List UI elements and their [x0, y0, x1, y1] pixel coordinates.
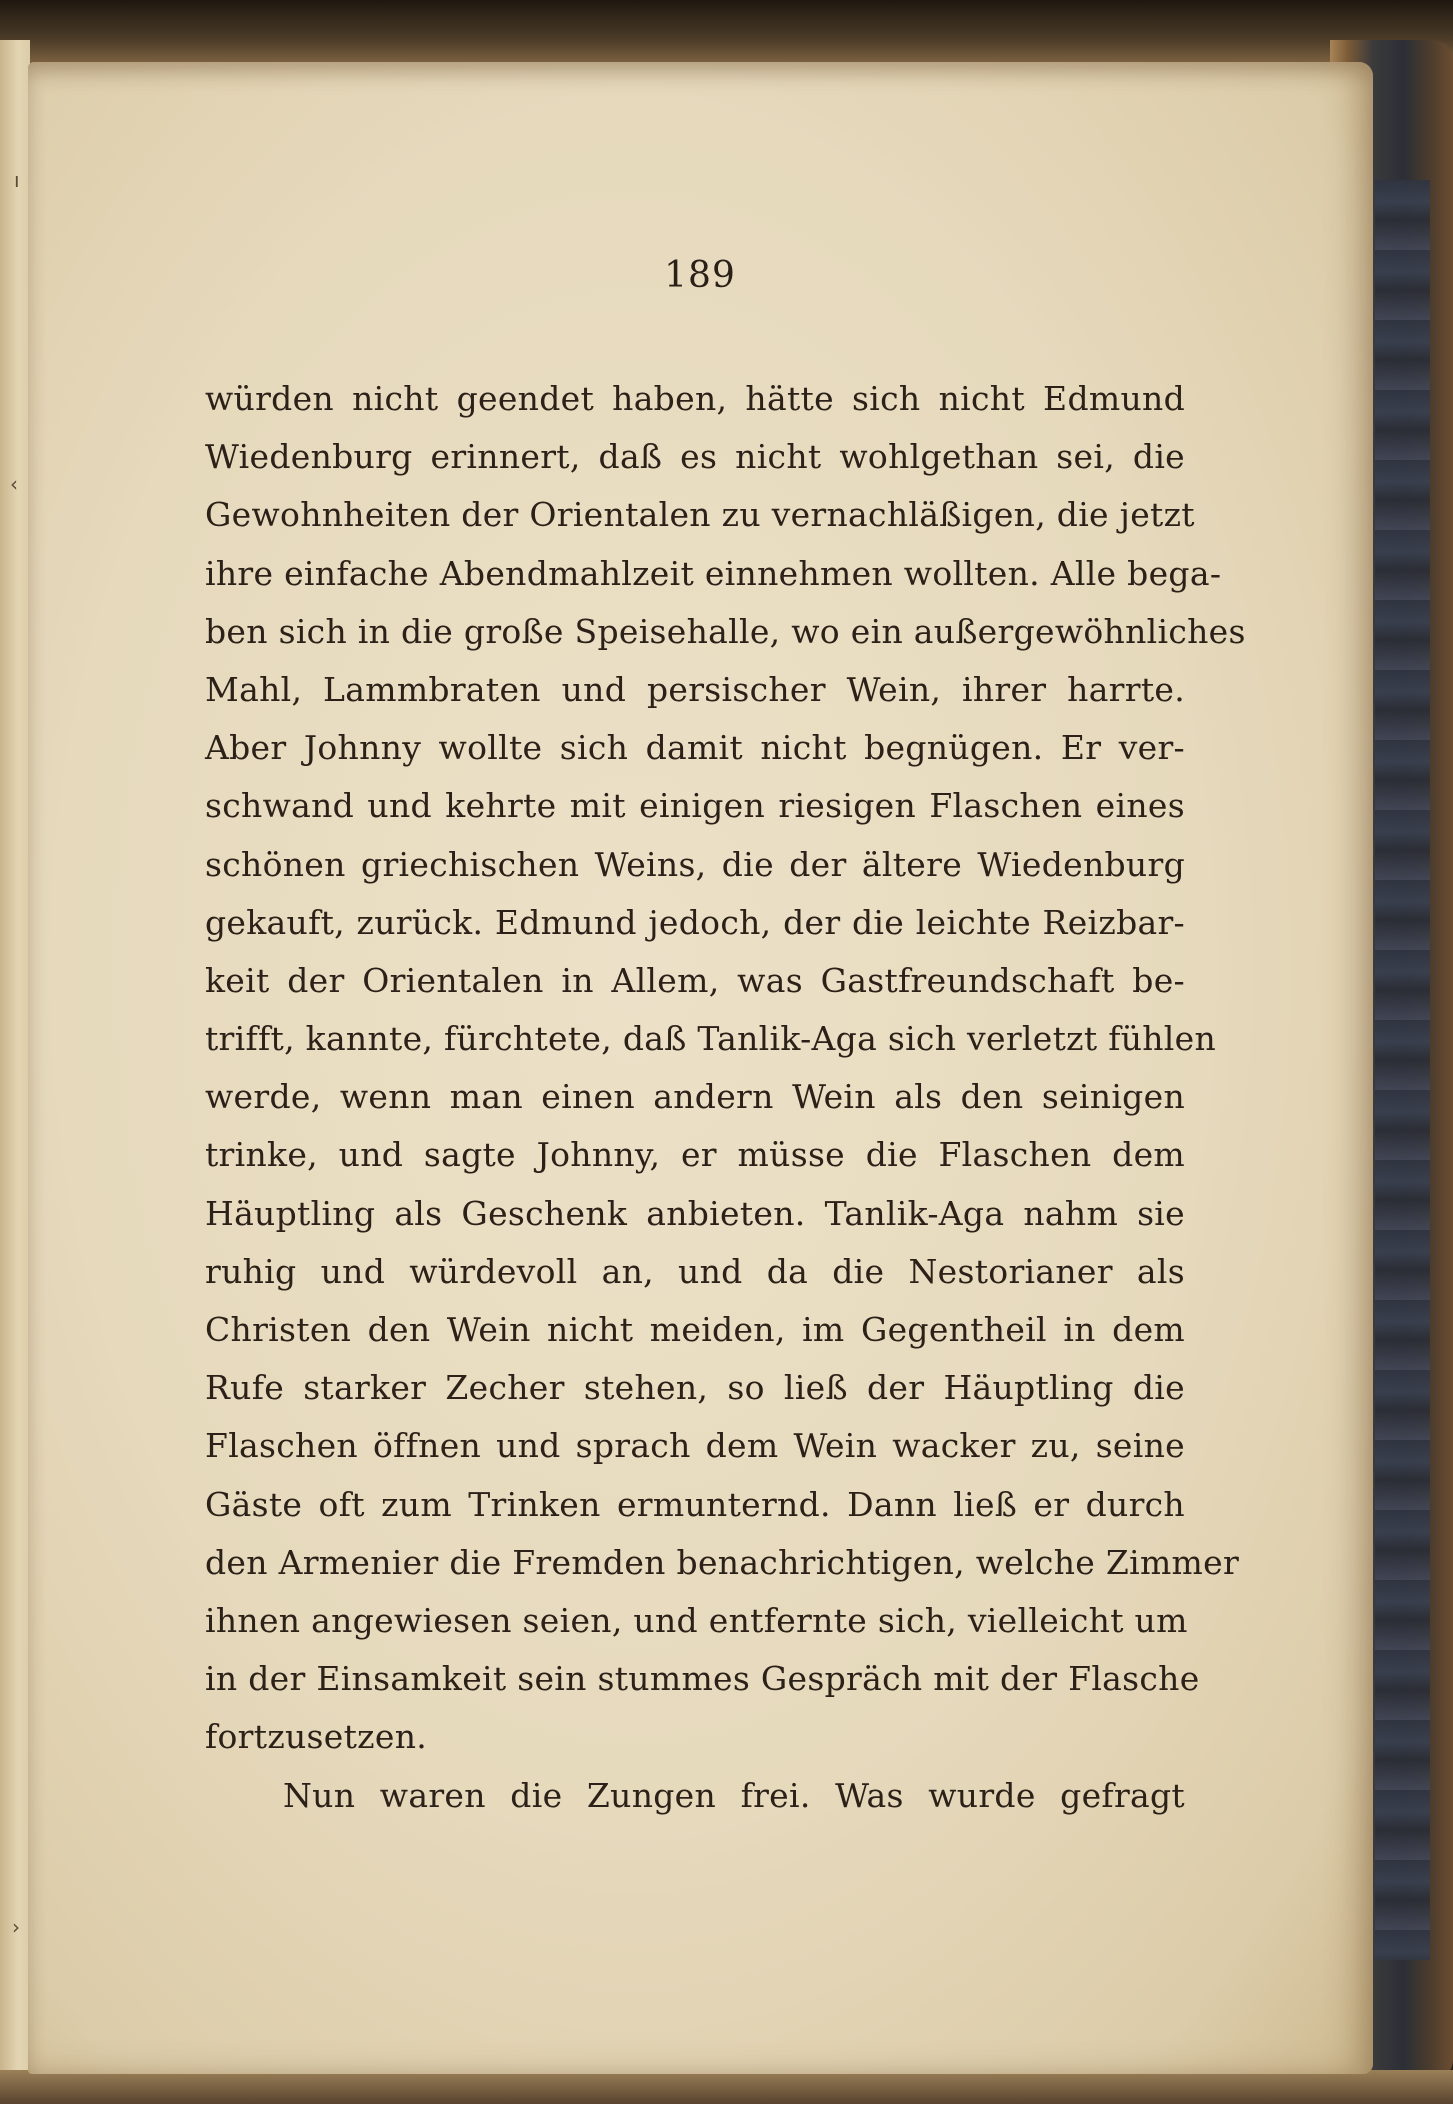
paragraph-start-line: Nun waren die Zungen frei. Was wurde gefragt [283, 1775, 1185, 1815]
text-line: schwand und kehrte mit einigen riesigen Flaschen eines [205, 786, 1185, 826]
margin-mark-arrow: ‹ [10, 472, 18, 496]
text-line: ihnen angewiesen seien, und entfernte sich, vielleicht um [205, 1600, 1188, 1640]
text-line: ruhig und würdevoll an, und da die Nestorianer als [205, 1251, 1185, 1291]
text-line: gekauft, zurück. Edmund jedoch, der die leichte Reizbar- [205, 902, 1185, 942]
text-line: schönen griechischen Weins, die der ältere Wiedenburg [205, 844, 1185, 884]
book-bottom-edge [0, 2070, 1453, 2104]
text-line: fortzusetzen. [205, 1717, 428, 1757]
text-line: Christen den Wein nicht meiden, im Gegentheil in dem [205, 1310, 1185, 1349]
text-line: trifft, kannte, fürchtete, daß Tanlik-Aga sich verletzt fühlen [205, 1019, 1217, 1059]
text-line: keit der Orientalen in Allem, was Gastfreundschaft be- [205, 960, 1185, 1000]
book-left-edge [0, 40, 30, 2104]
text-line: Aber Johnny wollte sich damit nicht begnügen. Er ver- [205, 728, 1185, 768]
text-line: Mahl, Lammbraten und persischer Wein, ihrer harrte. [205, 669, 1185, 709]
text-line: ihre einfache Abendmahlzeit einnehmen wollten. Alle bega- [205, 553, 1222, 593]
margin-mark-top: ı [14, 168, 20, 192]
text-line: Häuptling als Geschenk anbieten. Tanlik-Aga nahm sie [205, 1193, 1185, 1233]
book-top-edge [0, 0, 1453, 70]
text-line: in der Einsamkeit sein stummes Gespräch mit der Flasche [205, 1659, 1200, 1699]
text-line: Wiedenburg erinnert, daß es nicht wohlgethan sei, die [205, 437, 1185, 477]
text-line: trinke, und sagte Johnny, er müsse die Flaschen dem [205, 1135, 1185, 1175]
text-line: Gäste oft zum Trinken ermunternd. Dann ließ er durch [205, 1484, 1185, 1524]
text-line: würden nicht geendet haben, hätte sich nicht Edmund [205, 379, 1185, 418]
text-line: werde, wenn man einen andern Wein als den seinigen [205, 1077, 1185, 1117]
page-number: 189 [664, 255, 736, 296]
book-binding-edge [1375, 180, 1430, 1960]
body-text [205, 370, 1246, 1825]
text-line: den Armenier die Fremden benachrichtigen, welche Zimmer [205, 1542, 1240, 1582]
text-line: Flaschen öffnen und sprach dem Wein wacker zu, seine [205, 1426, 1185, 1466]
text-line: Rufe starker Zecher stehen, so ließ der Häuptling die [205, 1368, 1185, 1408]
text-line: ben sich in die große Speisehalle, wo ein außergewöhnliches [205, 611, 1246, 651]
text-line: Gewohnheiten der Orientalen zu vernachläßigen, die jetzt [205, 495, 1195, 535]
margin-mark-bottom: › [12, 1915, 20, 1939]
